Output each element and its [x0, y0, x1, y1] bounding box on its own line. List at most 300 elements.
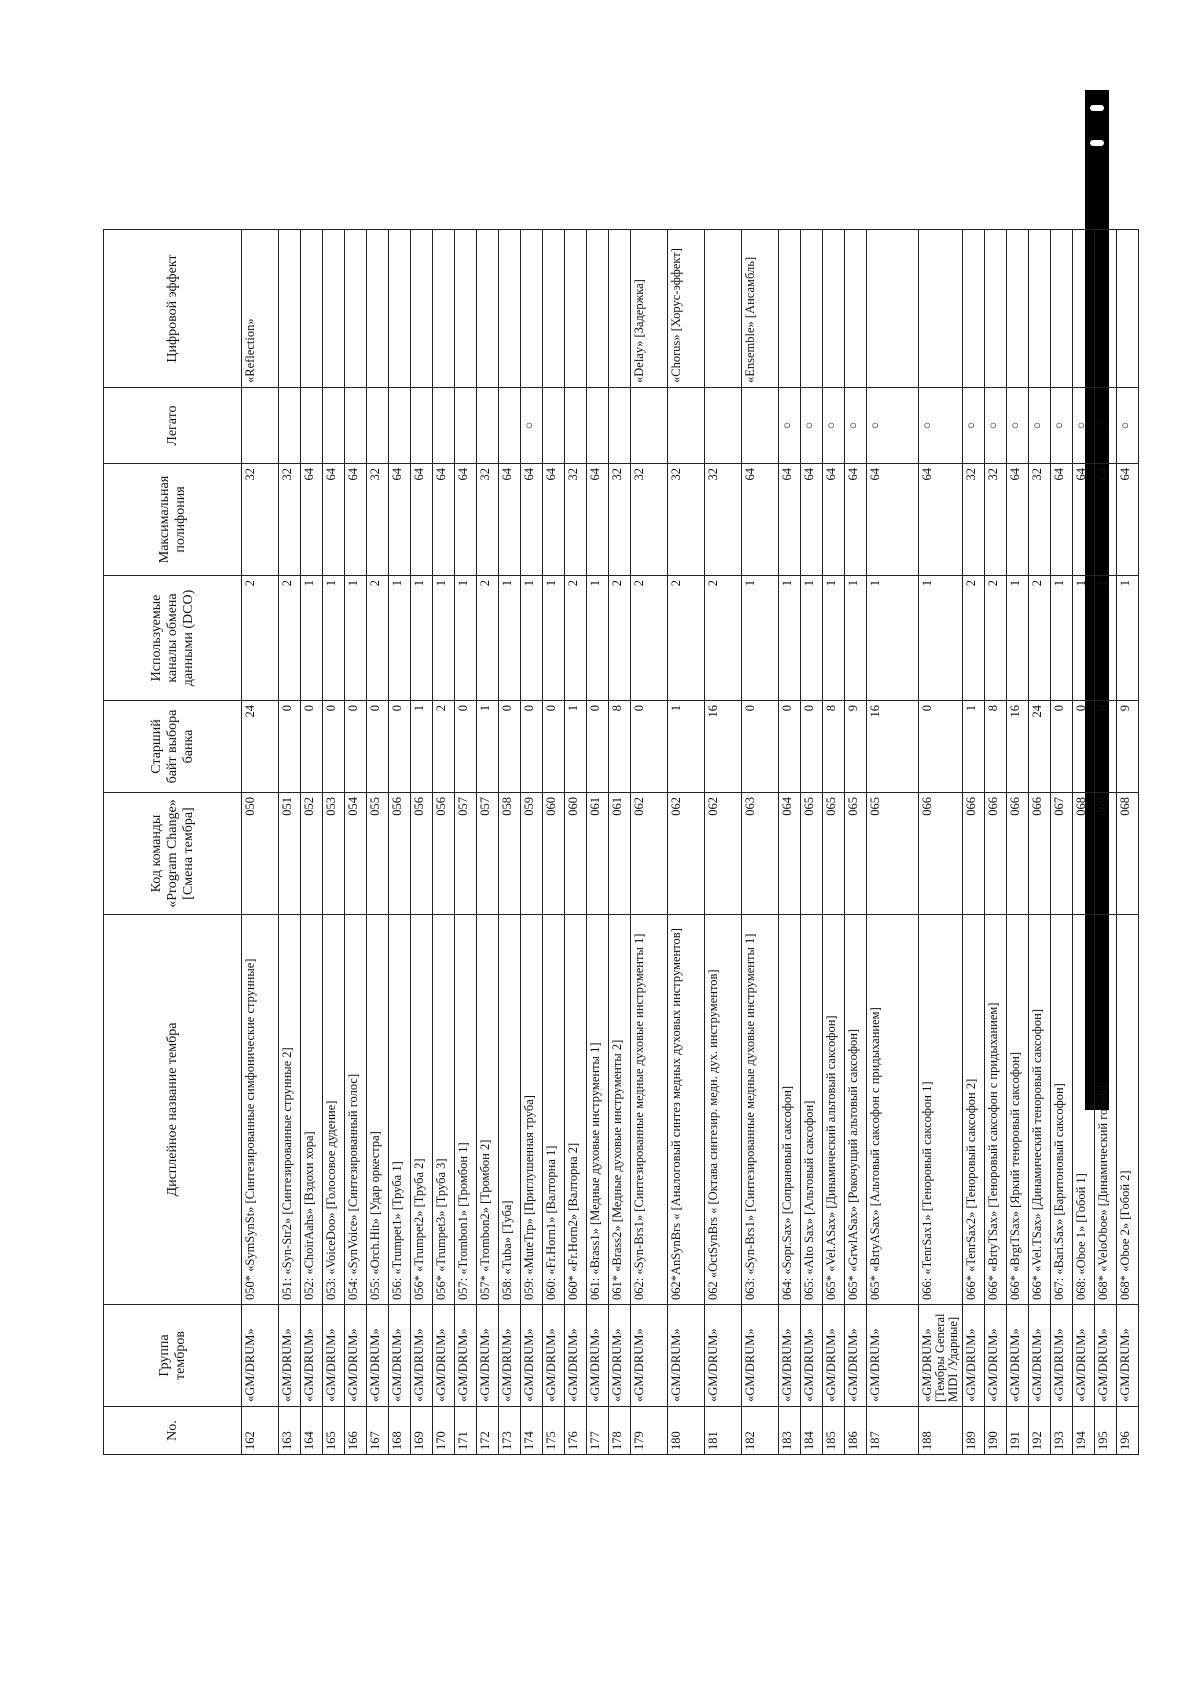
cell-polyphony: 64 — [1095, 464, 1117, 576]
table-row — [1073, 230, 1095, 1455]
cell-dco: 1 — [1073, 576, 1095, 701]
cell-legato — [345, 388, 367, 464]
cell-effect — [1029, 230, 1051, 388]
cell-no: 165 — [323, 1407, 345, 1455]
cell-no: 174 — [521, 1407, 543, 1455]
table-row — [389, 230, 411, 1455]
table-row — [367, 230, 389, 1455]
cell-bank-msb: 9 — [845, 701, 867, 793]
cell-program-change: 054 — [345, 793, 367, 915]
cell-polyphony: 64 — [1051, 464, 1073, 576]
cell-program-change: 057 — [455, 793, 477, 915]
cell-name: 059: «MuteTrp» [Приглушенная труба] — [521, 915, 543, 1305]
table-row — [779, 230, 801, 1455]
cell-effect — [705, 230, 742, 388]
cell-group: «GM/DRUM» — [411, 1305, 433, 1407]
cell-name: 066* «TenrSax2» [Теноровый саксофон 2] — [963, 915, 985, 1305]
cell-bank-msb: 0 — [279, 701, 301, 793]
cell-no: 170 — [433, 1407, 455, 1455]
cell-program-change: 052 — [301, 793, 323, 915]
table-row — [477, 230, 499, 1455]
cell-name: 056: «Trumpet1» [Труба 1] — [389, 915, 411, 1305]
table-row — [543, 230, 565, 1455]
header-band-notch — [1090, 140, 1104, 146]
cell-no: 172 — [477, 1407, 499, 1455]
cell-effect — [845, 230, 867, 388]
cell-name: 063: «Syn-Brs1» [Синтезированные медные духовые инструменты 1] — [742, 915, 779, 1305]
cell-bank-msb: 0 — [779, 701, 801, 793]
table-row — [242, 230, 279, 1455]
cell-no: 169 — [411, 1407, 433, 1455]
cell-effect: «Delay» [Задержка] — [631, 230, 668, 388]
cell-polyphony: 32 — [963, 464, 985, 576]
cell-bank-msb: 0 — [742, 701, 779, 793]
cell-group: «GM/DRUM» — [1095, 1305, 1117, 1407]
cell-program-change: 066 — [1007, 793, 1029, 915]
cell-group: «GM/DRUM» — [279, 1305, 301, 1407]
cell-name: 062*AnSynBrs « [Аналоговый синтез медных духовых инструментов] — [668, 915, 705, 1305]
cell-bank-msb: 0 — [389, 701, 411, 793]
cell-effect — [367, 230, 389, 388]
cell-legato — [301, 388, 323, 464]
cell-program-change: 061 — [587, 793, 609, 915]
cell-no: 167 — [367, 1407, 389, 1455]
cell-no: 163 — [279, 1407, 301, 1455]
cell-polyphony: 64 — [345, 464, 367, 576]
cell-name: 057: «Trombon1» [Тромбон 1] — [455, 915, 477, 1305]
cell-dco: 1 — [543, 576, 565, 701]
cell-legato — [587, 388, 609, 464]
cell-program-change: 067 — [1051, 793, 1073, 915]
cell-no: 194 — [1073, 1407, 1095, 1455]
cell-program-change: 059 — [521, 793, 543, 915]
cell-group: «GM/DRUM» — [323, 1305, 345, 1407]
cell-effect — [521, 230, 543, 388]
cell-effect — [867, 230, 919, 388]
cell-name: 060: «Fr.Horn1» [Валторна 1] — [543, 915, 565, 1305]
table-row — [521, 230, 543, 1455]
cell-polyphony: 32 — [367, 464, 389, 576]
cell-legato: ○ — [801, 388, 823, 464]
cell-bank-msb: 9 — [1117, 701, 1139, 793]
cell-polyphony: 64 — [801, 464, 823, 576]
cell-no: 164 — [301, 1407, 323, 1455]
cell-group: «GM/DRUM» — [823, 1305, 845, 1407]
header-effect: Цифровой эффект — [104, 230, 242, 388]
cell-effect — [499, 230, 521, 388]
cell-dco: 1 — [845, 576, 867, 701]
cell-bank-msb: 24 — [242, 701, 279, 793]
cell-legato — [742, 388, 779, 464]
cell-name: 058: «Tuba» [Туба] — [499, 915, 521, 1305]
cell-polyphony: 32 — [631, 464, 668, 576]
cell-program-change: 062 — [631, 793, 668, 915]
cell-effect — [1117, 230, 1139, 388]
cell-no: 162 — [242, 1407, 279, 1455]
cell-name: 065* «GrwlASax» [Рокочущий альтовый саксофон] — [845, 915, 867, 1305]
cell-legato — [543, 388, 565, 464]
cell-dco: 1 — [1007, 576, 1029, 701]
cell-effect — [1095, 230, 1117, 388]
cell-group: «GM/DRUM» — [668, 1305, 705, 1407]
cell-effect — [1073, 230, 1095, 388]
cell-dco: 2 — [279, 576, 301, 701]
cell-legato: ○ — [963, 388, 985, 464]
cell-group: «GM/DRUM» — [963, 1305, 985, 1407]
table-row — [587, 230, 609, 1455]
cell-program-change: 065 — [823, 793, 845, 915]
cell-polyphony: 64 — [1117, 464, 1139, 576]
cell-polyphony: 64 — [823, 464, 845, 576]
cell-group: «GM/DRUM» — [801, 1305, 823, 1407]
cell-group: «GM/DRUM» — [345, 1305, 367, 1407]
table-row — [845, 230, 867, 1455]
cell-name: 064: «Sopr.Sax» [Сопрановый саксофон] — [779, 915, 801, 1305]
cell-name: 051: «Syn-Str2» [Синтезированные струнные 2] — [279, 915, 301, 1305]
cell-dco: 2 — [565, 576, 587, 701]
cell-program-change: 050 — [242, 793, 279, 915]
cell-bank-msb: 16 — [1007, 701, 1029, 793]
cell-polyphony: 64 — [1073, 464, 1095, 576]
cell-program-change: 068 — [1117, 793, 1139, 915]
cell-no: 178 — [609, 1407, 631, 1455]
cell-legato — [477, 388, 499, 464]
cell-program-change: 061 — [609, 793, 631, 915]
cell-group: «GM/DRUM» — [587, 1305, 609, 1407]
cell-dco: 1 — [411, 576, 433, 701]
cell-bank-msb: 8 — [823, 701, 845, 793]
cell-polyphony: 64 — [521, 464, 543, 576]
cell-group: «GM/DRUM» — [242, 1305, 279, 1407]
cell-name: 066* «BrgtTSax» [Яркий теноровый саксофон] — [1007, 915, 1029, 1305]
cell-polyphony: 32 — [242, 464, 279, 576]
cell-effect — [963, 230, 985, 388]
cell-bank-msb: 16 — [705, 701, 742, 793]
cell-group: «GM/DRUM» — [433, 1305, 455, 1407]
timbre-table — [103, 229, 1139, 1455]
table-row — [323, 230, 345, 1455]
cell-no: 175 — [543, 1407, 565, 1455]
cell-dco: 2 — [963, 576, 985, 701]
header-no: No. — [104, 1407, 242, 1455]
cell-bank-msb: 8 — [1095, 701, 1117, 793]
cell-bank-msb: 0 — [301, 701, 323, 793]
cell-bank-msb: 1 — [565, 701, 587, 793]
cell-no: 184 — [801, 1407, 823, 1455]
cell-dco: 1 — [779, 576, 801, 701]
cell-dco: 2 — [705, 576, 742, 701]
cell-group: «GM/DRUM» — [389, 1305, 411, 1407]
cell-polyphony: 64 — [389, 464, 411, 576]
cell-program-change: 058 — [499, 793, 521, 915]
cell-name: 052: «ChoirAahs» [Вздохи хора] — [301, 915, 323, 1305]
cell-no: 193 — [1051, 1407, 1073, 1455]
table-row — [345, 230, 367, 1455]
cell-legato — [411, 388, 433, 464]
cell-polyphony: 64 — [742, 464, 779, 576]
cell-effect — [477, 230, 499, 388]
cell-dco: 1 — [323, 576, 345, 701]
cell-program-change: 055 — [367, 793, 389, 915]
header-band-notch — [1090, 105, 1104, 111]
cell-effect — [801, 230, 823, 388]
cell-polyphony: 64 — [587, 464, 609, 576]
cell-legato: ○ — [1117, 388, 1139, 464]
table-row — [963, 230, 985, 1455]
cell-bank-msb: 0 — [1073, 701, 1095, 793]
cell-name: 066: «TenrSax1» [Теноровый саксофон 1] — [919, 915, 963, 1305]
cell-group: «GM/DRUM» — [301, 1305, 323, 1407]
table-row — [985, 230, 1007, 1455]
cell-effect — [543, 230, 565, 388]
cell-effect: «Reflection» — [242, 230, 279, 388]
cell-effect — [279, 230, 301, 388]
table-row — [801, 230, 823, 1455]
cell-legato — [499, 388, 521, 464]
cell-polyphony: 32 — [609, 464, 631, 576]
cell-dco: 1 — [521, 576, 543, 701]
cell-group: «GM/DRUM» — [499, 1305, 521, 1407]
cell-no: 192 — [1029, 1407, 1051, 1455]
cell-legato — [455, 388, 477, 464]
cell-bank-msb: 0 — [587, 701, 609, 793]
table-row — [705, 230, 742, 1455]
cell-group: «GM/DRUM» — [565, 1305, 587, 1407]
cell-dco: 1 — [389, 576, 411, 701]
cell-program-change: 051 — [279, 793, 301, 915]
cell-legato: ○ — [985, 388, 1007, 464]
cell-program-change: 065 — [845, 793, 867, 915]
cell-polyphony: 64 — [301, 464, 323, 576]
cell-no: 168 — [389, 1407, 411, 1455]
header-group: Группа тембров — [104, 1305, 242, 1407]
cell-bank-msb: 0 — [499, 701, 521, 793]
table-row — [279, 230, 301, 1455]
cell-group: «GM/DRUM» — [477, 1305, 499, 1407]
cell-polyphony: 32 — [477, 464, 499, 576]
table-row — [867, 230, 919, 1455]
cell-dco: 1 — [1095, 576, 1117, 701]
table-row — [823, 230, 845, 1455]
cell-dco: 2 — [609, 576, 631, 701]
cell-polyphony: 32 — [985, 464, 1007, 576]
cell-program-change: 063 — [742, 793, 779, 915]
cell-bank-msb: 0 — [631, 701, 668, 793]
cell-no: 186 — [845, 1407, 867, 1455]
cell-dco: 1 — [919, 576, 963, 701]
cell-polyphony: 64 — [845, 464, 867, 576]
cell-bank-msb: 1 — [963, 701, 985, 793]
cell-group: «GM/DRUM» — [1117, 1305, 1139, 1407]
cell-dco: 2 — [631, 576, 668, 701]
cell-no: 185 — [823, 1407, 845, 1455]
cell-polyphony: 64 — [323, 464, 345, 576]
cell-polyphony: 64 — [455, 464, 477, 576]
table-header-row — [104, 230, 242, 1455]
cell-name: 061* «Brass2» [Медные духовые инструменты 2] — [609, 915, 631, 1305]
cell-effect — [779, 230, 801, 388]
cell-program-change: 066 — [985, 793, 1007, 915]
cell-bank-msb: 0 — [323, 701, 345, 793]
cell-dco: 2 — [367, 576, 389, 701]
cell-legato: ○ — [1007, 388, 1029, 464]
cell-program-change: 053 — [323, 793, 345, 915]
cell-dco: 1 — [742, 576, 779, 701]
cell-bank-msb: 0 — [801, 701, 823, 793]
table-row — [433, 230, 455, 1455]
cell-legato — [242, 388, 279, 464]
cell-group: «GM/DRUM» — [1051, 1305, 1073, 1407]
cell-legato: ○ — [1073, 388, 1095, 464]
cell-name: 062: «Syn-Brs1» [Синтезированные медные духовые инструменты 1] — [631, 915, 668, 1305]
cell-program-change: 060 — [543, 793, 565, 915]
table-row — [1007, 230, 1029, 1455]
cell-group: «GM/DRUM» — [867, 1305, 919, 1407]
header-bank-msb: Старший байт выбора банка — [104, 701, 242, 793]
cell-no: 182 — [742, 1407, 779, 1455]
cell-dco: 2 — [985, 576, 1007, 701]
table-row — [668, 230, 705, 1455]
cell-bank-msb: 0 — [543, 701, 565, 793]
cell-effect — [301, 230, 323, 388]
cell-name: 061: «Brass1» [Медные духовые инструменты 1] — [587, 915, 609, 1305]
table-row — [919, 230, 963, 1455]
cell-group: «GM/DRUM» — [1073, 1305, 1095, 1407]
cell-program-change: 056 — [411, 793, 433, 915]
cell-bank-msb: 0 — [455, 701, 477, 793]
cell-legato — [609, 388, 631, 464]
cell-legato — [565, 388, 587, 464]
cell-bank-msb: 0 — [367, 701, 389, 793]
cell-effect — [609, 230, 631, 388]
cell-program-change: 062 — [668, 793, 705, 915]
header-name: Дисплейное название тембра — [104, 915, 242, 1305]
cell-name: 068* «Oboe 2» [Гобой 2] — [1117, 915, 1139, 1305]
cell-no: 188 — [919, 1407, 963, 1455]
cell-legato — [389, 388, 411, 464]
cell-effect — [433, 230, 455, 388]
cell-effect — [1051, 230, 1073, 388]
cell-program-change: 062 — [705, 793, 742, 915]
cell-group: «GM/DRUM» — [779, 1305, 801, 1407]
cell-bank-msb: 0 — [521, 701, 543, 793]
cell-program-change: 066 — [1029, 793, 1051, 915]
cell-no: 166 — [345, 1407, 367, 1455]
cell-name: 065* «BrtyASax» [Альтовый саксофон с придыханием] — [867, 915, 919, 1305]
cell-bank-msb: 1 — [668, 701, 705, 793]
cell-dco: 2 — [668, 576, 705, 701]
cell-name: 067: «Bari.Sax» [Баритоновый саксофон] — [1051, 915, 1073, 1305]
cell-dco: 1 — [801, 576, 823, 701]
cell-effect — [389, 230, 411, 388]
cell-bank-msb: 2 — [433, 701, 455, 793]
cell-legato: ○ — [1029, 388, 1051, 464]
cell-dco: 1 — [433, 576, 455, 701]
cell-program-change: 057 — [477, 793, 499, 915]
cell-no: 196 — [1117, 1407, 1139, 1455]
cell-polyphony: 64 — [779, 464, 801, 576]
cell-effect — [985, 230, 1007, 388]
cell-dco: 2 — [1029, 576, 1051, 701]
cell-no: 195 — [1095, 1407, 1117, 1455]
cell-legato — [433, 388, 455, 464]
cell-name: 054: «SynVoice» [Синтезированный голос] — [345, 915, 367, 1305]
table-row — [1095, 230, 1117, 1455]
cell-program-change: 068 — [1073, 793, 1095, 915]
cell-bank-msb: 0 — [345, 701, 367, 793]
header-legato: Легато — [104, 388, 242, 464]
cell-program-change: 064 — [779, 793, 801, 915]
cell-effect — [587, 230, 609, 388]
cell-name: 066* «BrtyTSax» [Теноровый саксофон с придыханием] — [985, 915, 1007, 1305]
cell-legato — [668, 388, 705, 464]
cell-program-change: 056 — [433, 793, 455, 915]
cell-name: 068* «VeloOboe» [Динамический гобой] — [1095, 915, 1117, 1305]
header-dco: Используемые каналы обмена данными (DCO) — [104, 576, 242, 701]
cell-legato: ○ — [919, 388, 963, 464]
cell-legato: ○ — [1095, 388, 1117, 464]
cell-dco: 2 — [242, 576, 279, 701]
cell-legato — [323, 388, 345, 464]
cell-bank-msb: 0 — [919, 701, 963, 793]
cell-group: «GM/DRUM» — [543, 1305, 565, 1407]
cell-effect — [919, 230, 963, 388]
cell-dco: 1 — [823, 576, 845, 701]
cell-group: «GM/DRUM» — [845, 1305, 867, 1407]
cell-legato — [367, 388, 389, 464]
cell-polyphony: 64 — [1007, 464, 1029, 576]
header-polyphony: Максимальная полифония — [104, 464, 242, 576]
cell-effect: «Ensemble» [Ансамбль] — [742, 230, 779, 388]
cell-dco: 1 — [345, 576, 367, 701]
cell-dco: 1 — [867, 576, 919, 701]
cell-name: 060* «Fr.Horn2» [Валторна 2] — [565, 915, 587, 1305]
cell-no: 173 — [499, 1407, 521, 1455]
cell-polyphony: 64 — [543, 464, 565, 576]
cell-effect — [455, 230, 477, 388]
table-row — [411, 230, 433, 1455]
cell-program-change: 066 — [963, 793, 985, 915]
cell-no: 171 — [455, 1407, 477, 1455]
cell-dco: 1 — [1051, 576, 1073, 701]
cell-legato: ○ — [1051, 388, 1073, 464]
cell-dco: 1 — [455, 576, 477, 701]
table-row — [1051, 230, 1073, 1455]
cell-legato: ○ — [521, 388, 543, 464]
cell-no: 177 — [587, 1407, 609, 1455]
cell-group: «GM/DRUM» — [1007, 1305, 1029, 1407]
cell-legato — [705, 388, 742, 464]
cell-program-change: 068 — [1095, 793, 1117, 915]
cell-program-change: 066 — [919, 793, 963, 915]
cell-polyphony: 64 — [499, 464, 521, 576]
table-row — [1117, 230, 1139, 1455]
cell-group: «GM/DRUM» — [631, 1305, 668, 1407]
cell-bank-msb: 16 — [867, 701, 919, 793]
cell-program-change: 065 — [867, 793, 919, 915]
cell-effect: «Chorus» [Хорус-эффект] — [668, 230, 705, 388]
cell-group: «GM/DRUM» — [705, 1305, 742, 1407]
cell-group: «GM/DRUM» — [609, 1305, 631, 1407]
cell-no: 180 — [668, 1407, 705, 1455]
cell-name: 057* «Trombon2» [Тромбон 2] — [477, 915, 499, 1305]
cell-name: 065* «Vel.ASax» [Динамический альтовый саксофон] — [823, 915, 845, 1305]
cell-dco: 1 — [587, 576, 609, 701]
cell-name: 050* «SymSynSt» [Синтезированные симфонические струнные] — [242, 915, 279, 1305]
cell-legato: ○ — [845, 388, 867, 464]
cell-group: «GM/DRUM» — [1029, 1305, 1051, 1407]
header-program-change: Код команды «Program Change» [Смена тембра] — [104, 793, 242, 915]
